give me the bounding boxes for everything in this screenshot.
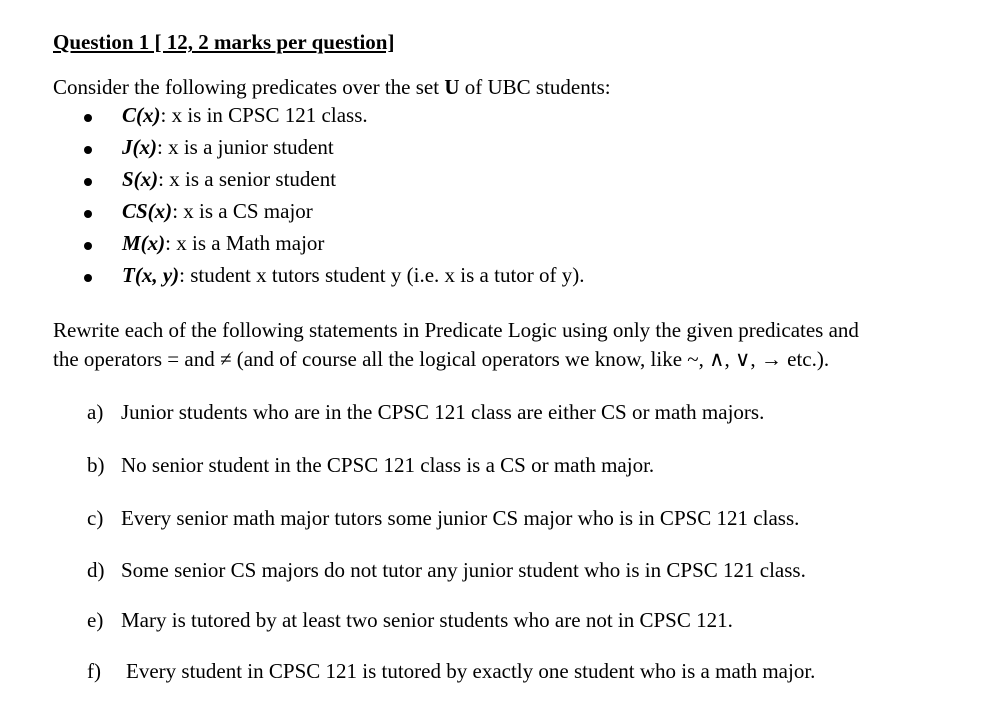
intro-set: U (444, 75, 460, 99)
question-text: Every senior math major tutors some junior CS major who is in CPSC 121 class. (121, 506, 800, 530)
predicate-desc: : x is in CPSC 121 class. (160, 103, 368, 127)
bullet-icon (84, 114, 92, 122)
question-letter: d) (87, 558, 105, 582)
predicate-desc: : x is a senior student (158, 167, 337, 191)
predicate-name: C(x) (122, 103, 161, 127)
bullet-icon (84, 274, 92, 282)
predicate-name: CS(x) (122, 199, 173, 223)
predicate-desc: : student x tutors student y (i.e. x is a tutor of y). (179, 263, 585, 287)
question-letter: a) (87, 400, 104, 424)
predicate-desc: : x is a CS major (172, 199, 313, 223)
question-letter: f) (87, 659, 101, 683)
question-text: Junior students who are in the CPSC 121 class are either CS or math majors. (121, 400, 765, 424)
question-text: Some senior CS majors do not tutor any junior student who is in CPSC 121 class. (121, 558, 806, 582)
predicate-desc: : x is a junior student (157, 135, 334, 159)
bullet-icon (84, 210, 92, 218)
question-text: Every student in CPSC 121 is tutored by exactly one student who is a math major. (126, 659, 816, 683)
question-letter: b) (87, 453, 105, 477)
predicate-name: M(x) (122, 231, 166, 255)
question-text: No senior student in the CPSC 121 class is a CS or math major. (121, 453, 655, 477)
intro-line (53, 75, 611, 100)
question-title: Question 1 [ 12, 2 marks per question] (53, 30, 395, 54)
predicate-desc: : x is a Math major (165, 231, 325, 255)
predicate-name: S(x) (122, 167, 159, 191)
intro-suffix: of UBC students: (459, 75, 611, 99)
question-letter: c) (87, 506, 104, 530)
question-letter: e) (87, 608, 104, 632)
predicate-name: T(x, y) (122, 263, 180, 287)
bullet-icon (84, 146, 92, 154)
bullet-icon (84, 178, 92, 186)
instruction-line-2: the operators = and ≠ (and of course all the logical operators we know, like ~, ∧, ∨, → etc.). (53, 347, 830, 371)
intro-prefix: Consider the following predicates over the set (53, 75, 445, 99)
instruction-line-1: Rewrite each of the following statements in Predicate Logic using only the given predicates and (53, 318, 859, 342)
predicate-name: J(x) (122, 135, 157, 159)
question-text: Mary is tutored by at least two senior students who are not in CPSC 121. (121, 608, 733, 632)
bullet-icon (84, 242, 92, 250)
